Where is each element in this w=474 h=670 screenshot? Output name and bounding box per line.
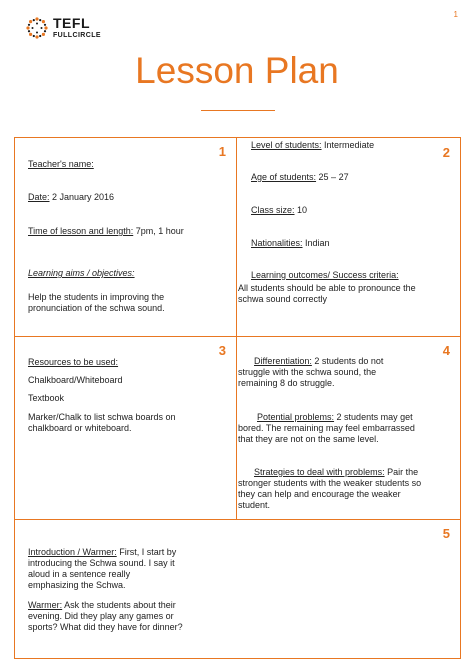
title-divider [201, 110, 275, 111]
resource-item: Marker/Chalk to list schwa boards on chalkboard or whiteboard. [28, 412, 176, 433]
sunburst-logo-icon [26, 17, 48, 39]
aims-value: Help the students in improving the pronunciation of the schwa sound. [28, 292, 165, 313]
page-number: 1 [453, 10, 458, 19]
brand-name: TEFL [53, 15, 90, 31]
potential-problems-field: Potential problems: 2 students may get bored. The remaining may feel embarrassed that they are not on the same level. [238, 412, 415, 444]
teacher-name-field: Teacher's name: [28, 159, 94, 169]
brand-logo [26, 16, 101, 39]
age-field: Age of students: 25 – 27 [251, 172, 349, 182]
cell-number: 2 [442, 145, 450, 160]
level-field: Level of students: Intermediate [251, 140, 375, 150]
class-size-field: Class size: 10 [251, 205, 308, 215]
brand-subname: FULLCIRCLE [53, 32, 101, 39]
cell-3 [15, 337, 237, 520]
nationalities-field: Nationalities: Indian [251, 238, 330, 248]
cell-2 [237, 138, 460, 337]
differentiation-field: Differentiation: 2 students do not struggle with the schwa sound, the remaining 8 do struggle. [238, 356, 384, 388]
resource-item: Chalkboard/Whiteboard [28, 375, 123, 385]
cell-number: 4 [442, 343, 450, 358]
time-field: Time of lesson and length: 7pm, 1 hour [28, 226, 184, 236]
cell-number: 3 [218, 343, 226, 358]
cell-1 [15, 138, 237, 337]
page-title: Lesson Plan [135, 50, 339, 91]
cell-4 [237, 337, 460, 520]
date-field: Date: 2 January 2016 [28, 192, 115, 202]
cell-5 [15, 520, 460, 658]
warmer-field: Warmer: Ask the students about their evening. Did they play any games or sports? What did they have for dinner? [28, 600, 183, 632]
outcomes-value: All students should be able to pronounce the schwa sound correctly [238, 283, 416, 304]
cell-number: 1 [218, 144, 226, 159]
resource-item: Textbook [28, 393, 65, 403]
outcomes-label: Learning outcomes/ Success criteria: [251, 270, 399, 280]
aims-label: Learning aims / objectives: [28, 268, 135, 278]
resources-label: Resources to be used: [28, 357, 119, 367]
cell-number: 5 [442, 526, 450, 541]
lesson-plan-grid [14, 137, 461, 659]
introduction-field: Introduction / Warmer: First, I start by introducing the Schwa sound. I say it aloud in a sentence really emphasizing the Schwa. [28, 547, 177, 590]
strategies-field: Strategies to deal with problems: Pair the stronger students with the weaker students so they can help and encourage the weaker student. [238, 467, 422, 510]
